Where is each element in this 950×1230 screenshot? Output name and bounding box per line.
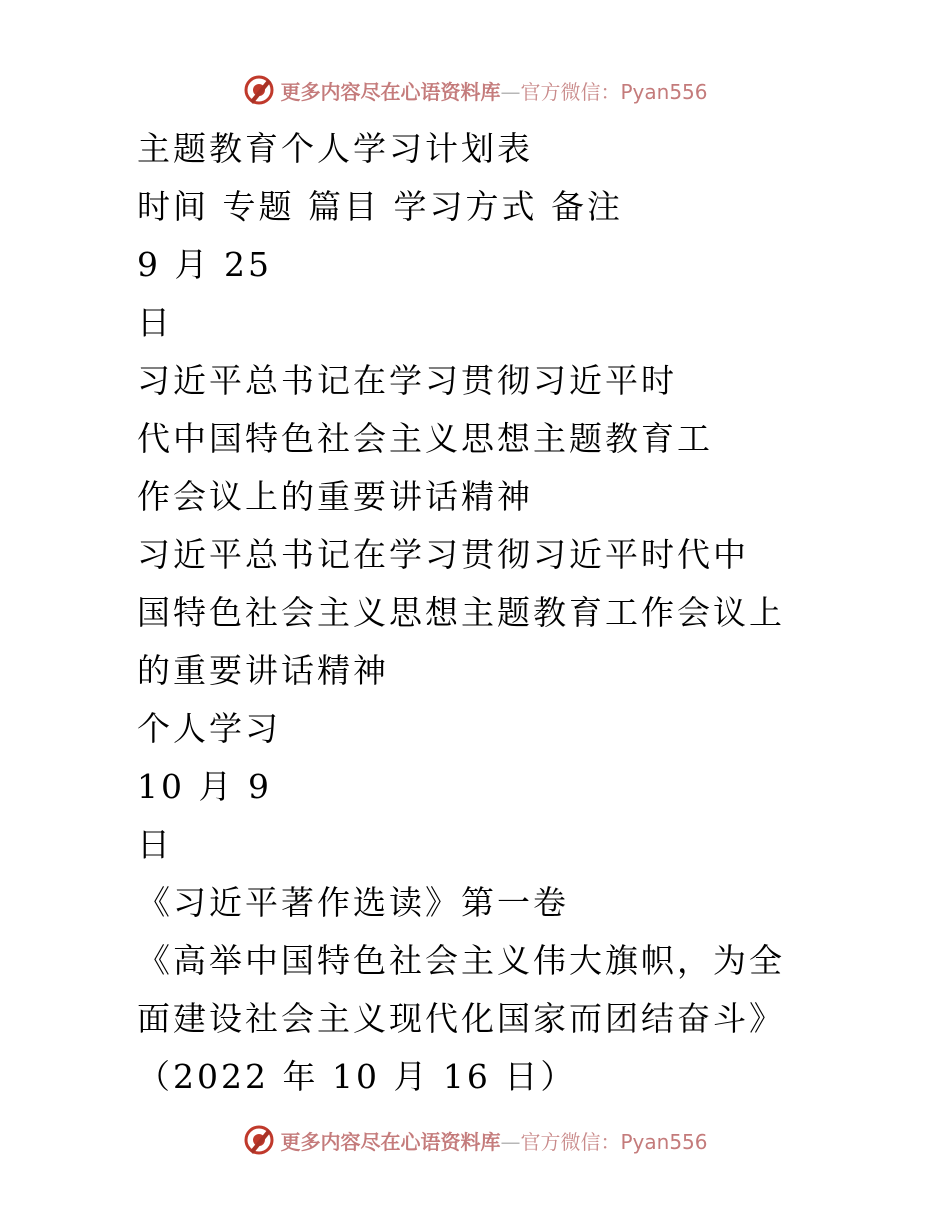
article-cell-line: 面建设社会主义现代化国家而团结奋斗》 — [137, 999, 785, 1038]
topic-cell-line: 代中国特色社会主义思想主题教育工 — [137, 419, 713, 458]
watermark-text — [280, 1126, 707, 1155]
watermark-wechat-id: Pyan556 — [620, 79, 708, 104]
watermark-text — [280, 76, 707, 105]
date-cell-line: 9 月 25 — [137, 245, 272, 284]
watermark-wechat-id: Pyan556 — [620, 1129, 708, 1154]
article-cell-line: 《高举中国特色社会主义伟大旗帜，为全 — [137, 941, 785, 980]
pen-logo-icon — [242, 1123, 276, 1157]
pen-logo-icon — [242, 73, 276, 107]
watermark-main-text: 更多内容尽在心语资料库 — [280, 1129, 501, 1154]
watermark-wechat-label: 官方微信： — [520, 1129, 621, 1154]
table-header-row: 时间 专题 篇目 学习方式 备注 — [137, 187, 623, 226]
watermark-separator: — — [500, 1129, 521, 1154]
footer-watermark — [0, 1120, 950, 1160]
topic-cell-line: 《习近平著作选读》第一卷 — [137, 883, 569, 922]
article-cell-line: 的重要讲话精神 — [137, 651, 389, 690]
watermark-separator: — — [500, 79, 521, 104]
document-title: 主题教育个人学习计划表 — [137, 129, 533, 168]
date-cell-line: 日 — [137, 303, 173, 342]
date-cell-line: 10 月 9 — [137, 767, 272, 806]
header-watermark — [0, 70, 950, 110]
article-cell-line: 国特色社会主义思想主题教育工作会议上 — [137, 593, 785, 632]
article-cell-line: （2022 年 10 月 16 日） — [137, 1057, 577, 1096]
topic-cell-line: 作会议上的重要讲话精神 — [137, 477, 533, 516]
study-method-cell: 个人学习 — [137, 709, 281, 748]
watermark-wechat-label: 官方微信： — [520, 79, 621, 104]
watermark-main-text: 更多内容尽在心语资料库 — [280, 79, 501, 104]
article-cell-line: 习近平总书记在学习贯彻习近平时代中 — [137, 535, 749, 574]
date-cell-line: 日 — [137, 825, 173, 864]
topic-cell-line: 习近平总书记在学习贯彻习近平时 — [137, 361, 677, 400]
document-body — [137, 120, 897, 1106]
